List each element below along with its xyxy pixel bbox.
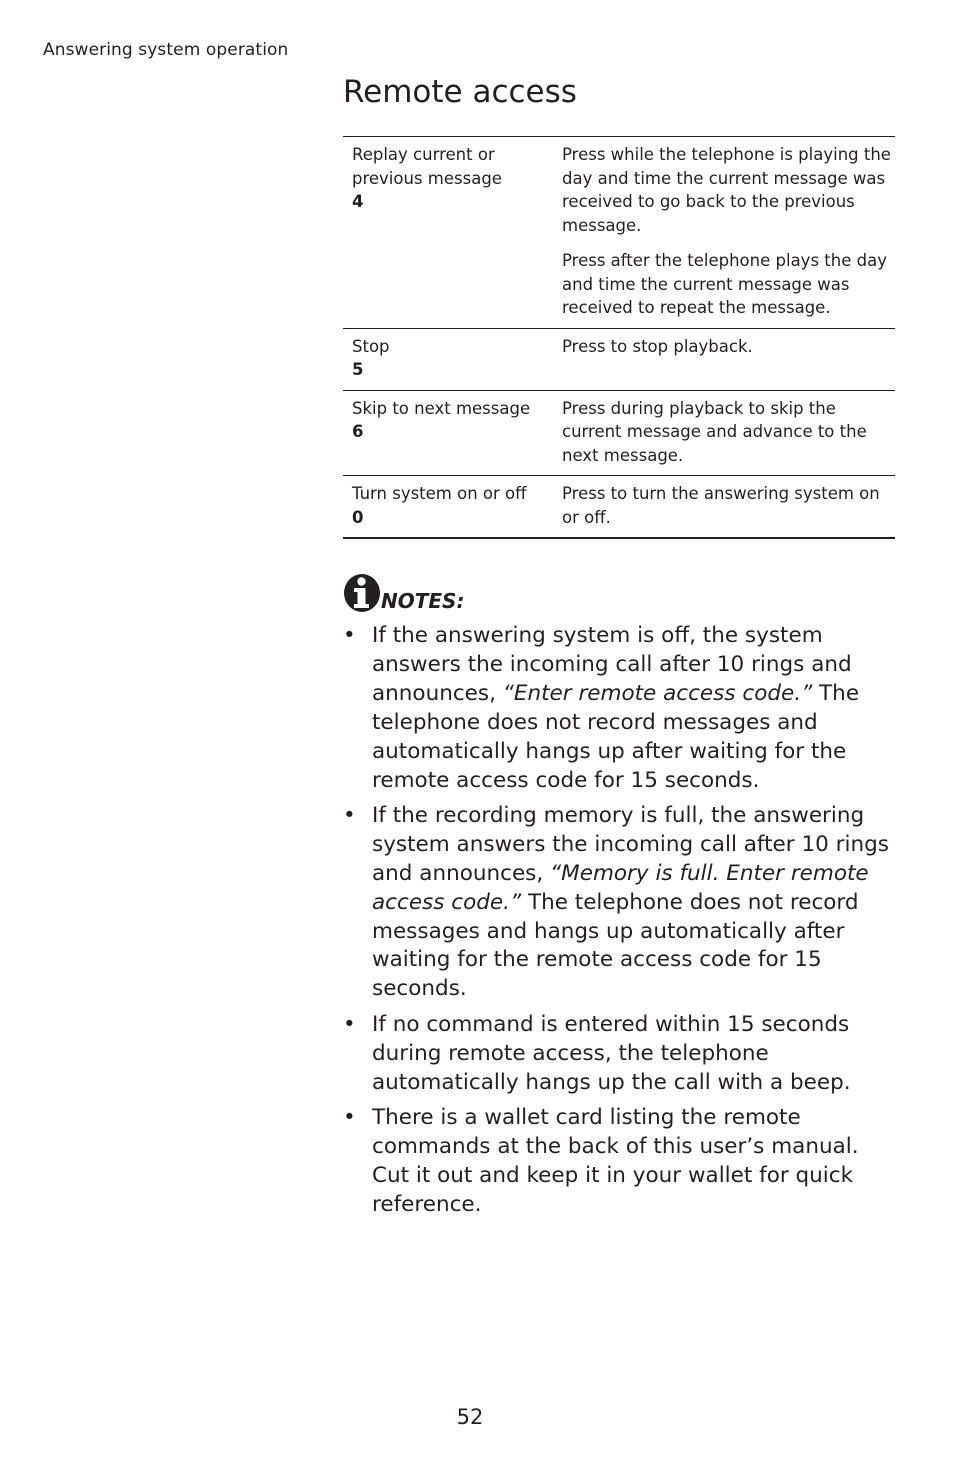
note-text: The telephone does not record messages and automatically hangs up after waiting for the remote access code for 15 seconds.	[372, 680, 860, 793]
command-cell	[343, 390, 557, 476]
table-row	[343, 137, 895, 329]
description-cell	[557, 476, 895, 539]
list-item	[343, 1104, 899, 1220]
description-cell	[557, 137, 895, 329]
info-icon	[343, 573, 381, 613]
command-name: Stop	[352, 336, 390, 356]
bullet: •	[343, 802, 356, 828]
command-name: Turn system on or off	[352, 484, 527, 503]
description-cell	[557, 328, 895, 390]
command-description: Press to stop playback.	[562, 336, 753, 356]
bullet: •	[343, 623, 356, 648]
list-item	[343, 802, 899, 1004]
command-key: 5	[352, 360, 364, 379]
table-row	[343, 390, 895, 476]
bullet: •	[343, 1011, 356, 1037]
command-description: Press after the telephone plays the day and time the current message was received to repeat the message.	[562, 251, 887, 317]
command-name: Skip to next message	[352, 398, 531, 418]
notes-label: NOTES:	[381, 588, 465, 613]
list-item	[343, 622, 899, 795]
command-description: Press during playback to skip the current message and advance to the next message.	[562, 398, 867, 465]
command-key: 4	[352, 192, 364, 211]
page-number: 52	[456, 1405, 484, 1429]
note-text: There is a wallet card listing the remote commands at the back of this user’s manual. Cut it out and keep it in your wallet for quick reference.	[372, 1105, 859, 1217]
list-item	[343, 1011, 899, 1098]
page-title: Remote access	[343, 74, 577, 110]
note-text: If the answering system is off, the system answers the incoming call after 10 rings and announces,	[372, 623, 852, 706]
command-cell	[343, 328, 557, 390]
notes-header	[343, 573, 464, 613]
running-head: Answering system operation	[43, 40, 289, 60]
command-key: 6	[352, 422, 364, 441]
command-cell	[343, 137, 557, 329]
table-row	[343, 328, 895, 390]
note-text: If the recording memory is full, the answering system answers the incoming call after 10 rings and announces,	[372, 802, 889, 886]
description-cell	[557, 390, 895, 476]
table-row	[343, 476, 895, 539]
bullet: •	[343, 1105, 356, 1130]
command-description: Press while the telephone is playing the day and time the current message was received to go back to the previous message.	[562, 145, 891, 235]
note-text: If no command is entered within 15 seconds during remote access, the telephone automatically hangs up the call with a beep.	[372, 1011, 851, 1095]
remote-commands-table	[343, 136, 895, 539]
command-description: Press to turn the answering system on or off.	[562, 484, 880, 527]
note-quote: “Memory is full. Enter remote access code.”	[372, 860, 869, 915]
command-name: Replay current or previous message	[352, 145, 502, 188]
note-quote: “Enter remote access code.”	[502, 680, 813, 706]
notes-list	[343, 622, 899, 1226]
command-cell	[343, 476, 557, 539]
note-text: The telephone does not record messages and hangs up automatically after waiting for the remote access code for 15 seconds.	[372, 889, 859, 1002]
command-key: 0	[352, 507, 364, 527]
